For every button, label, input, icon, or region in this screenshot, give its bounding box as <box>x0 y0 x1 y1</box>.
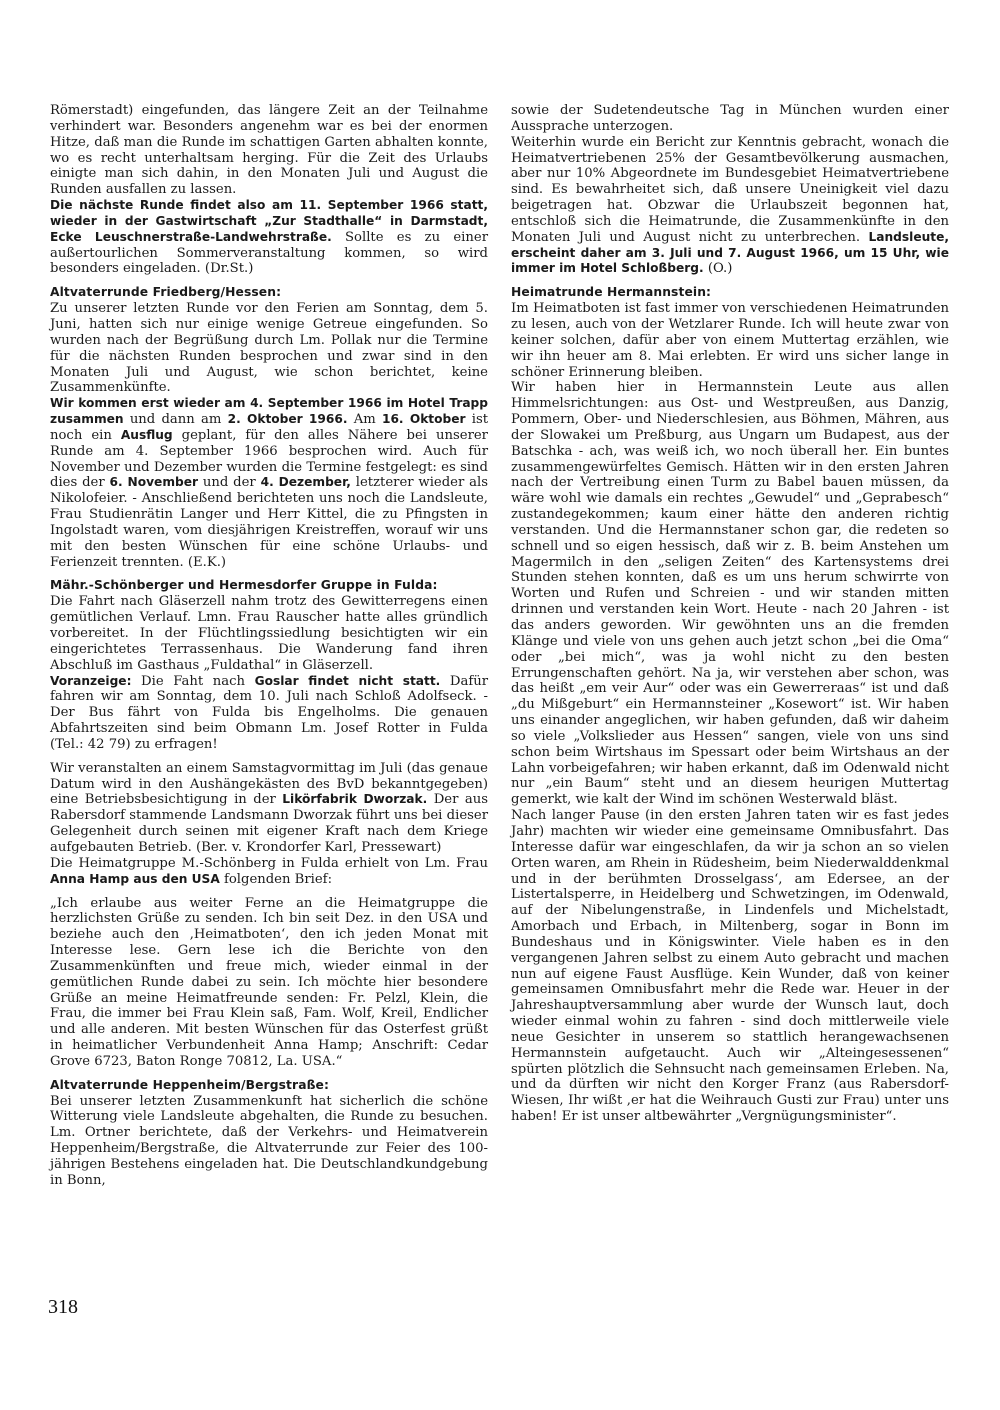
paragraph <box>50 761 488 856</box>
paragraph <box>50 896 488 1070</box>
paragraph <box>50 301 488 396</box>
text-run: geplant, für den alles Nähere bei unserer Runde am 4. September 1966 besprochen wird. Auch für November und Dezember wurden die Termine festgelegt: es sind dies der <box>50 427 488 491</box>
bold-emphasis: Anna Hamp aus den USA <box>50 871 220 886</box>
paragraph <box>50 396 488 570</box>
text-run: Am <box>347 412 382 428</box>
paragraph <box>50 856 488 888</box>
text-run: Römerstadt) eingefunden, das längere Zeit an der Teilnahme verhindert war. Besonders angenehm war es bei der enormen Hitze, daß man die Runde im schattigen Garten abhalten konnte, wo es recht unterhaltsam herging. Für die Zeit des Urlaubs einigte man sich dahin, in den Monaten Juli und August die Runden ausfallen zu lassen. <box>50 103 488 198</box>
section-heading: Mähr.-Schönberger und Hermesdorfer Gruppe in Fulda: <box>50 578 438 593</box>
text-run: ist noch ein <box>50 412 489 443</box>
bold-emphasis: Die nächste Runde findet also am 11. September 1966 statt, wieder in der Gastwirtschaft „Zur Stadthalle“ in Darmstadt, Ecke Leuschnerstraße-Landwehrstraße. <box>50 198 488 244</box>
text-run: Sollte es zu einer außertourlichen Sommerveranstaltung kommen, so wird besonders eingeladen. (Dr.St.) <box>50 229 489 277</box>
bold-emphasis: Ausflug <box>120 427 173 442</box>
text-run: Zu unserer letzten Runde vor den Ferien am Sonntag, dem 5. Juni, hatten sich nur einige wenige Getreue eingefunden. So wurden nach der Begrüßung durch Lm. Pollak nur die Termine für die nächsten Runden besprochen und zwar sind in den Monaten Juli und August, wie schon berichtet, keine Zusammenkünfte. <box>50 301 488 396</box>
bold-emphasis: 4. Dezember, <box>260 475 351 490</box>
text-run: folgenden Brief: <box>219 871 333 887</box>
left-column <box>50 103 488 1189</box>
section-heading: Altvaterrunde Friedberg/Hessen: <box>50 285 282 300</box>
paragraph <box>50 674 488 753</box>
text-run: und dann am <box>123 412 228 428</box>
right-column <box>511 103 949 1125</box>
bold-emphasis: 2. Oktober 1966. <box>227 412 348 427</box>
section-heading: Altvaterrunde Heppenheim/Bergstraße: <box>50 1077 329 1092</box>
text-run: und der <box>198 475 261 491</box>
bold-emphasis: Voranzeige: <box>50 673 132 688</box>
bold-emphasis: Goslar findet nicht statt. <box>254 673 441 688</box>
paragraph <box>50 103 488 198</box>
paragraph <box>511 301 949 380</box>
text-run: Der aus Rabersdorf stammende Landsmann Dworzak führt uns bei dieser Gelegenheit durch seinen mit eigener Kraft nach dem Kriege aufgebauten Betrieb. (Ber. v. Krondorfer Karl, Pressewart) <box>50 792 488 855</box>
text-run: Dafür fahren wir am Sonntag, dem 10. Juli nach Schloß Adolfseck. - Der Bus fährt von Fulda bis Engelholms. Die genauen Abfahrtszeiten sind beim Obmann Lm. Josef Rotter in Fulda (Tel.: 42 79) zu erfragen! <box>50 673 488 752</box>
text-run: Bei unserer letzten Zusammenkunft hat sicherlich die schöne Witterung viele Landsleute abgehalten, die Runde zu besuchen. Lm. Ortner berichtete, daß der Verkehrs- und Heimatverein Heppenheim/Bergstraße, die Altvaterrunde zur Feier des 100-jährigen Bestehens eingeladen hat. Die Deutschlandkundgebung in Bonn, <box>50 1093 488 1188</box>
text-run: Wir veranstalten an einem Samstagvormittag im Juli (das genaue Datum wird in den Aushängekästen des BvD bekanntgegeben) eine Betriebsbesichtigung in der <box>50 760 488 808</box>
text-run: (O.) <box>703 261 733 277</box>
paragraph <box>50 198 488 277</box>
paragraph <box>50 1094 488 1189</box>
text-run: Die Faht nach <box>131 673 255 689</box>
text-run: sowie der Sudetendeutsche Tag in München wurden einer Aussprache unterzogen. <box>511 103 949 134</box>
paragraph <box>511 380 949 808</box>
text-run: Nach langer Pause (in den ersten Jahren taten wir es fast jedes Jahr) machten wir wieder eine gemeinsame Omnibusfahrt. Das Interesse dafür war eingeschlafen, da wir ja schon an so vielen Orten waren, am Rhein in Rüdesheim, beim Niederwalddenkmal und in der berühmten Drosselgass‘, am Edersee, an der Listertalsperre, in Heidelberg und Schwetzingen, im Odenwald, auf der Nibelungenstraße, in Lindenfels und Michelstadt, Amorbach und Erbach, in Miltenberg, sogar in Bonn im Bundeshaus und in Königswinter. Viele haben es in den vergangenen Jahren selbst zu einem Auto gebracht und machen nun auf eigene Faust Ausflüge. Kein Wunder, daß von keiner gemeinsamen Omnibusfahrt mehr die Rede war. Heuer in der Jahreshauptversammlung aber wurde der Wunsch laut, doch wieder einmal wohin zu fahren - sind doch mittlerweile viele neue Gesichter in unserem so stattlich herangewachsenen Hermannstein aufgetaucht. Auch wir „Alteingesessenen“ spürten plötzlich die Sehnsucht nach gemeinsamen Erleben. Na, und da dürften wir nicht den Korger Franz (aus Rabersdorf-Wiesen, Ihr wißt ,er hat die Weihrauch Gusti zur Frau) unter uns haben! Er ist unser altbewährter „Vergnügungsminister“. <box>511 808 949 1125</box>
section-heading: Heimatrunde Hermannstein: <box>511 285 712 300</box>
bold-emphasis: Wir kommen erst wieder am 4. September 1966 im Hotel Trapp zusammen <box>50 396 488 427</box>
text-run: „Ich erlaube aus weiter Ferne an die Heimatgruppe die herzlichsten Grüße zu senden. Ich bin seit Dez. in den USA und beziehe auch den ‚Heimatboten‘, den ich jeden Monat mit Interesse lese. Gern lese ich die Berichte von den Zusammenkünften und freue mich, wieder einmal in der gemütlichen Runde dabei zu sein. Ich möchte hier besondere Grüße an meine Heimatfreunde senden: Fr. Pelzl, Klein, die Frau, die immer bei Frau Klein saß, Fam. Wolf, Kreil, Endlicher und alle anderen. Mit besten Wünschen für das Osterfest grüßt in heimatlicher Verbundenheit Anna Hamp; Anschrift: Cedar Grove 6723, Baton Ronge 70812, La. USA.“ <box>50 895 488 1069</box>
bold-emphasis: 6. November <box>109 475 199 490</box>
text-run: Die Fahrt nach Gläserzell nahm trotz des Gewitterregens einen gemütlichen Verlauf. Lmn. Frau Rauscher hatte alles gründlich vorbereitet. In der Flüchtlingssiedlung besichtigten wir ein eingerichtetes Terrassenhaus. Die Wanderung fand ihren Abschluß im Gasthaus „Fuldathal“ in Gläserzell. <box>50 594 488 673</box>
paragraph <box>511 135 949 278</box>
bold-emphasis: Landsleute, erscheint daher am 3. Juli und 7. August 1966, um 15 Uhr, wie immer im Hotel Schloßberg. <box>511 229 949 276</box>
paragraph <box>511 103 949 135</box>
text-run: Weiterhin wurde ein Bericht zur Kenntnis gebracht, wonach die Heimatvertriebenen 25% der Gesamtbevölkerung ausmachen, aber nur 10% Abgeordnete im Bundesgebiet Heimatvertriebene sind. Es bewahrheitet sich, daß unsere Uneinigkeit viel dazu beigetragen hat. Obzwar die Urlaubszeit begonnen hat, entschloß sich die Heimatrunde, die Zusammenkünfte in den Monaten Juli und August nicht zu unterbrechen. <box>511 134 949 245</box>
text-run: Im Heimatboten ist fast immer von verschiedenen Heimatrunden zu lesen, auch von der Wetzlarer Runde. Ich will heute zwar von keiner solchen, dafür aber von einem Muttertag erzählen, wie wir ihn heuer am 8. Mai erlebten. Er wird uns sicher lange in schöner Erinnerung bleiben. <box>511 301 949 380</box>
text-run: Wir haben hier in Hermannstein Leute aus allen Himmelsrichtungen: aus Ost- und Westpreußen, aus Danzig, Pommern, Ober- und Niederschlesien, aus Böhmen, Mähren, aus der Slowakei um Preßburg, aus Ungarn um Budapest, aus der Batschka - ach, was weiß ich, wo noch überall her. Ein buntes zusammengewürfeltes Gemisch. Hätten wir in den ersten Jahren nach der Vertreibung einen Turm zu Babel bauen müssen, da wäre wohl wie damals ein rechtes „Gewudel“ und „Geprabesch“ zustandegekommen; kaum einer hätte den anderen richtig verstanden. Und die Hermannstaner schon gar, die redeten so schnell und so eigen hessisch, daß wir z. B. beim Anstehen um Magermilch in den „seligen Zeiten“ des Kartensystems drei Stunden stehen konnten, daß es um uns herum schwirrte von Worten und Rufen und Schreien - und wir standen mitten drinnen und verstanden kein Wort. Heute - nach 20 Jahren - ist das anders geworden. Wir gewöhnten uns an die fremden Klänge und viele von uns gehen auch jetzt schon „bei die Oma“ oder „bei mich“, was ja wohl nicht zu den besten Errungenschaften gehört. Na ja, wir verstehen aber schon, was das heißt „em veir Aur“ oder was ein Gewerreraas“ ist und daß „du Mißgeburt“ ein Hermannsteiner „Kosewort“ ist. Wir haben uns einander angeglichen, wir haben gefunden, daß wir daheim so viele „Volkslieder aus Hessen“ sangen, viele von uns sind schon beim Wirtshaus im Spessart oder beim Wirtshaus an der Lahn vorbeigefahren; wir haben erkannt, daß im Odenwald nicht nur „ein Baum“ steht und an diesem heurigen Muttertag gemerkt, wie kalt der Wind im schönen Westerwald bläst. <box>511 380 949 808</box>
text-run: Die Heimatgruppe M.-Schönberg in Fulda erhielt von Lm. Frau <box>50 855 488 871</box>
text-run: letzterer wieder als Nikolofeier. - Anschließend berichteten uns noch die Landsleute, Frau Studienrätin Langer und Herr Kittel, die zu Pfingsten in Ingolstadt waren, vom diesjährigen Kreistreffen, worauf wir uns mit den besten Wünschen für eine schöne Urlaubs- und Ferienzeit trennten. (E.K.) <box>50 475 489 570</box>
paragraph <box>50 594 488 673</box>
page-number: 318 <box>48 1296 78 1318</box>
bold-emphasis: 16. Oktober <box>381 412 466 427</box>
bold-emphasis: Likörfabrik Dworzak. <box>282 792 428 807</box>
paragraph <box>511 808 949 1125</box>
